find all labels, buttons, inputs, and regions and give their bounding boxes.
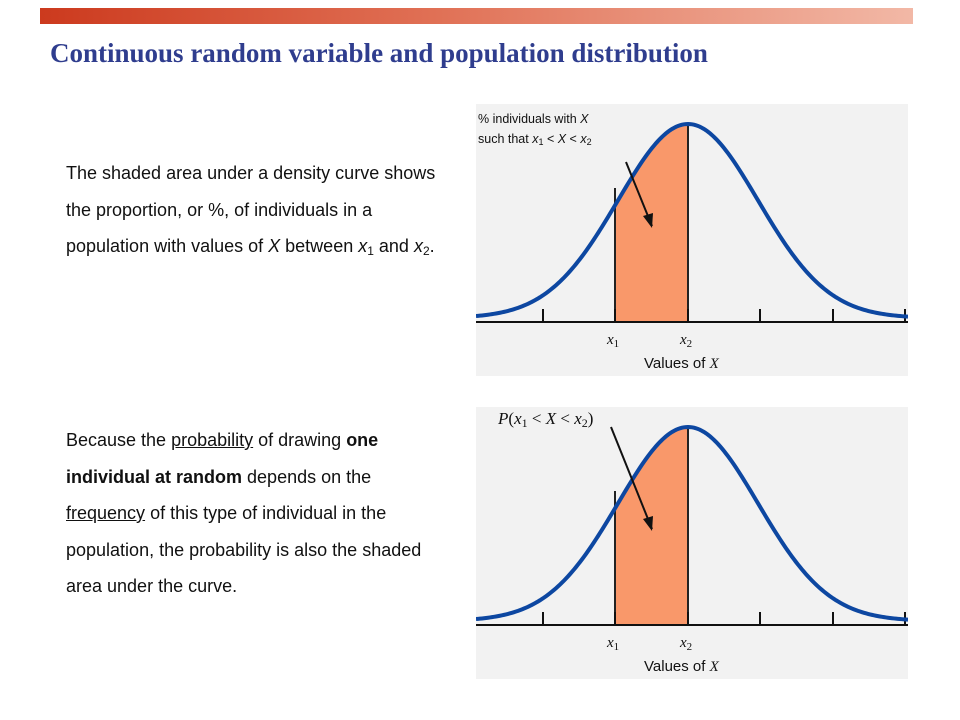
density-curve	[476, 427, 908, 620]
axis-ticks	[543, 612, 905, 625]
area-annotation	[478, 109, 628, 149]
tick-x1-sym: x	[607, 332, 614, 348]
axis-ticks	[543, 309, 905, 322]
probability-annotation	[498, 409, 593, 429]
axis-title-var: X	[709, 356, 719, 372]
tick-x2-sub: 2	[686, 338, 693, 350]
ann2-sub1: 1	[538, 137, 544, 147]
ann1-var: X	[580, 112, 589, 126]
para1-x1: x	[358, 236, 368, 256]
prob-x2: x	[574, 409, 582, 428]
density-curve-figure-2	[476, 407, 908, 679]
para2-text-c: depends on the	[242, 466, 372, 487]
tick-x2-sym: x	[680, 332, 687, 348]
ann2-lt1: <	[543, 132, 558, 146]
prob-open: (	[508, 409, 515, 428]
x-axis-title	[644, 355, 719, 373]
probability-paragraph	[66, 422, 446, 605]
para2-text-a: Because the	[66, 430, 172, 450]
axis-title-text: Values of	[644, 355, 710, 372]
prob-X: X	[545, 409, 557, 428]
tick-x2-sym: x	[680, 635, 687, 651]
ann1-text: % individuals with	[478, 112, 581, 126]
para1-and: and	[373, 236, 414, 256]
prob-x1: x	[514, 409, 522, 428]
tick-label-x1	[607, 635, 619, 652]
para2-text-d: of this type of individual in the population, the probability is also the shaded area under the curve.	[66, 503, 422, 596]
tick-label-x2	[680, 635, 692, 652]
para1-end: .	[429, 236, 435, 256]
density-curve-figure-1	[476, 104, 908, 376]
prob-sub2: 2	[581, 416, 588, 430]
ann2-sub2: 2	[586, 137, 592, 147]
x-axis-title	[644, 658, 719, 676]
axis-title-var: X	[709, 659, 719, 675]
axis-title-text: Values of	[644, 658, 710, 675]
prob-lt2: <	[556, 409, 575, 428]
random-individual-phrase: one individual at random	[66, 430, 379, 487]
density-curve-paragraph	[66, 155, 446, 265]
density-curve	[476, 124, 908, 317]
para1-text-b: between	[280, 236, 359, 256]
ann2-lt2: <	[566, 132, 581, 146]
para1-text-a: The shaded area under a density curve shows the proportion, or %, of individuals in a population with values of	[66, 163, 436, 256]
tick-label-x1	[607, 332, 619, 349]
para1-var-x: X	[268, 236, 281, 256]
para2-text-b: of drawing	[253, 430, 347, 450]
tick-x1-sym: x	[607, 635, 614, 651]
para1-sub1: 1	[367, 244, 374, 258]
ann2-text: such that	[478, 132, 533, 146]
frequency-term: frequency	[66, 503, 146, 523]
probability-term: probability	[171, 430, 254, 450]
para1-x2: x	[413, 236, 423, 256]
tick-x1-sub: 1	[613, 641, 620, 653]
annotation-line-1	[478, 109, 628, 129]
annotation-line-2	[478, 129, 628, 149]
ann2-x2: x	[580, 132, 587, 146]
slide-title: Continuous random variable and population distribution	[50, 38, 708, 68]
prob-close: )	[587, 409, 594, 428]
top-accent-bar	[40, 8, 913, 24]
tick-x1-sub: 1	[613, 338, 620, 350]
ann2-x1: x	[532, 132, 539, 146]
ann2-X: X	[557, 132, 567, 146]
tick-label-x2	[680, 332, 692, 349]
prob-p: P	[498, 409, 509, 428]
tick-x2-sub: 2	[686, 641, 693, 653]
prob-sub1: 1	[521, 416, 528, 430]
prob-lt1: <	[527, 409, 546, 428]
para1-sub2: 2	[422, 244, 430, 258]
